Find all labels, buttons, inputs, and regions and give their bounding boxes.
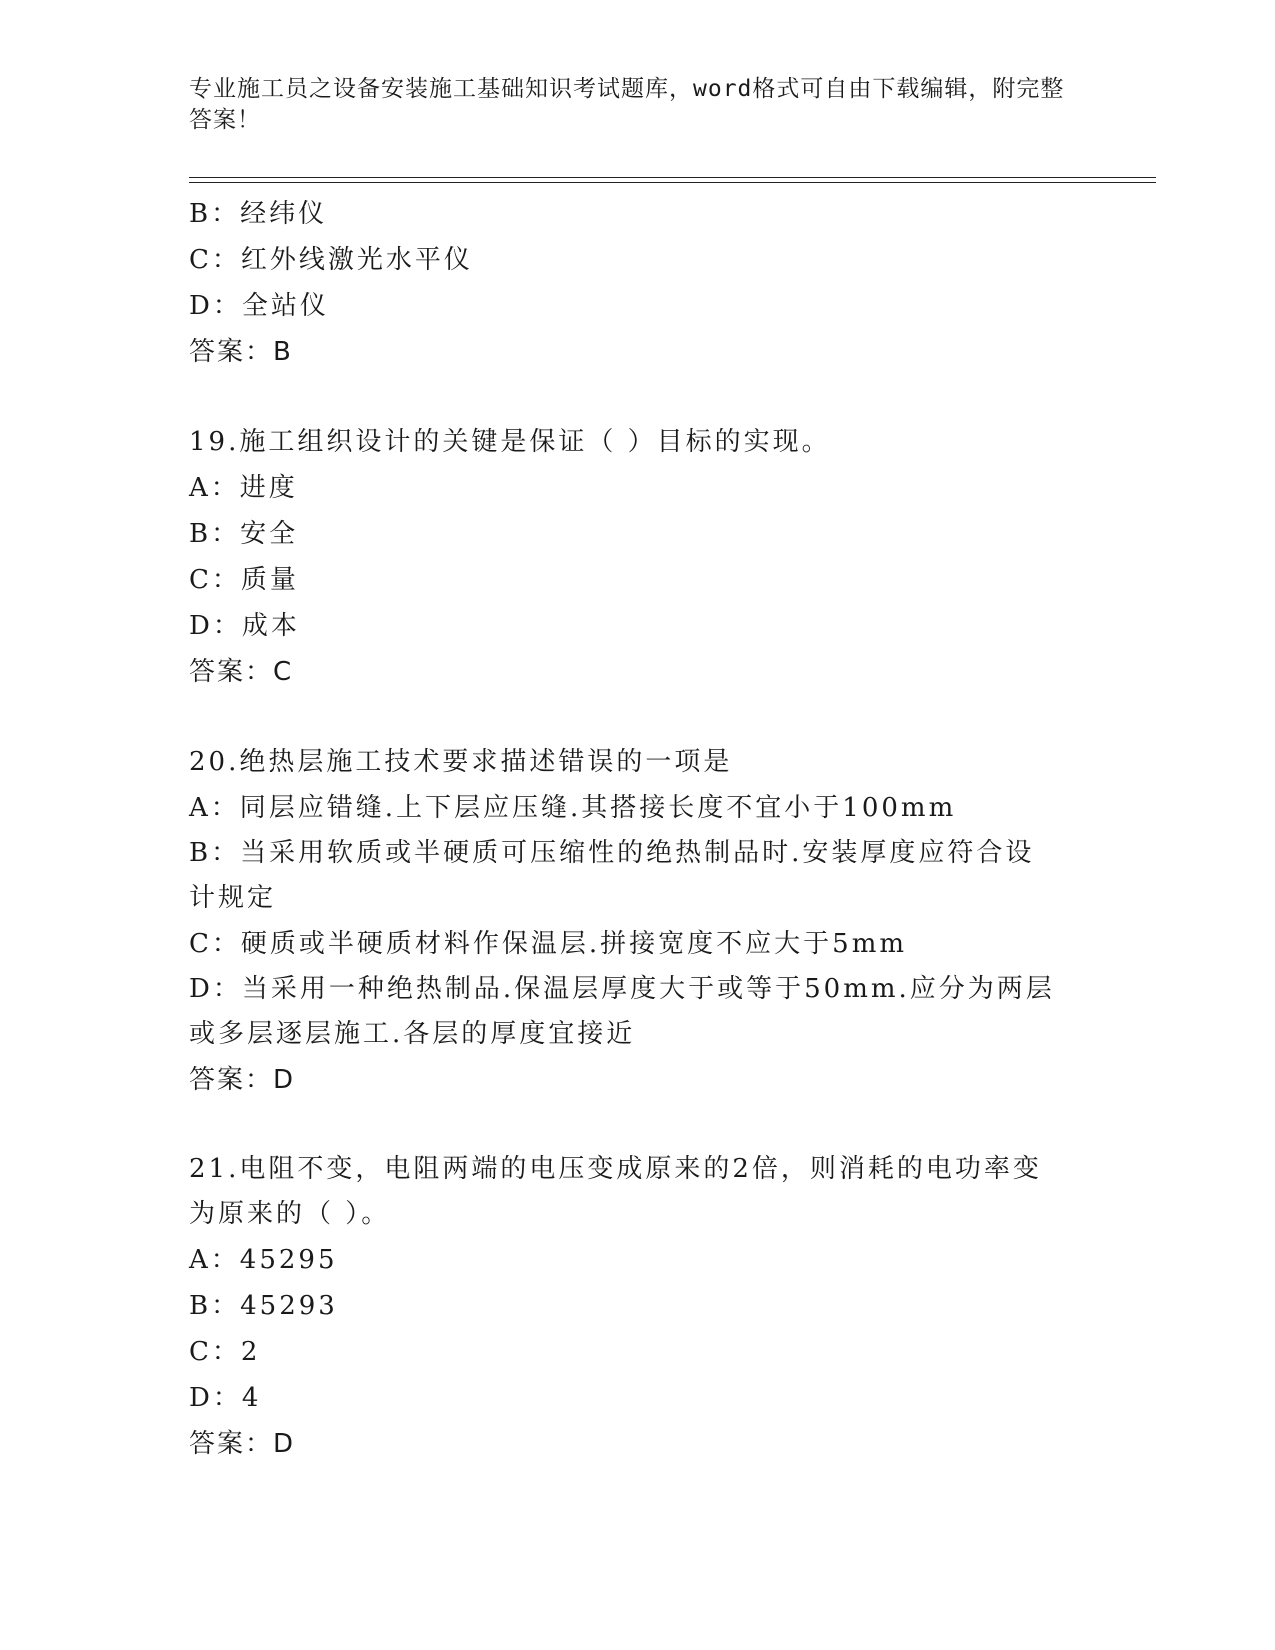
question-18 bbox=[189, 191, 1089, 375]
answer-line: 答案：D bbox=[189, 1065, 296, 1095]
option-d: D：当采用一种绝热制品.保温层厚度大于或等于50mm.应分为两层或多层逐层施工.各层的厚度宜接近 bbox=[189, 974, 1055, 1049]
answer-line: 答案：B bbox=[189, 337, 293, 367]
question-text: 20.绝热层施工技术要求描述错误的一项是 bbox=[189, 747, 733, 777]
document-header: 专业施工员之设备安装施工基础知识考试题库，word格式可自由下载编辑，附完整答案！ bbox=[189, 76, 1065, 133]
option-b: B：当采用软质或半硬质可压缩性的绝热制品时.安装厚度应符合设计规定 bbox=[189, 838, 1035, 913]
option-d: D：4 bbox=[189, 1383, 262, 1413]
question-text: 19.施工组织设计的关键是保证（ ）目标的实现。 bbox=[189, 427, 831, 457]
option-d: D：全站仪 bbox=[189, 291, 329, 321]
question-list bbox=[189, 191, 1089, 1467]
question-21 bbox=[189, 1147, 1089, 1467]
option-b: B：45293 bbox=[189, 1291, 338, 1321]
option-a: A：同层应错缝.上下层应压缝.其搭接长度不宜小于100mm bbox=[189, 793, 957, 823]
question-20 bbox=[189, 739, 1089, 1103]
option-c: C：红外线激光水平仪 bbox=[189, 245, 473, 275]
option-b: B：经纬仪 bbox=[189, 199, 328, 229]
header-divider-top bbox=[189, 177, 1156, 178]
option-b: B：安全 bbox=[189, 519, 299, 549]
option-a: A：进度 bbox=[189, 473, 298, 503]
question-19 bbox=[189, 419, 1089, 695]
option-a: A：45295 bbox=[189, 1245, 338, 1275]
answer-line: 答案：D bbox=[189, 1429, 296, 1459]
option-d: D：成本 bbox=[189, 611, 300, 641]
option-c: C：质量 bbox=[189, 565, 299, 595]
answer-line: 答案：C bbox=[189, 657, 294, 687]
question-text: 21.电阻不变，电阻两端的电压变成原来的2倍，则消耗的电功率变为原来的（ ）。 bbox=[189, 1154, 1042, 1229]
option-c: C：2 bbox=[189, 1337, 261, 1367]
header-divider-bottom bbox=[189, 182, 1156, 183]
option-c: C：硬质或半硬质材料作保温层.拼接宽度不应大于5mm bbox=[189, 929, 908, 959]
